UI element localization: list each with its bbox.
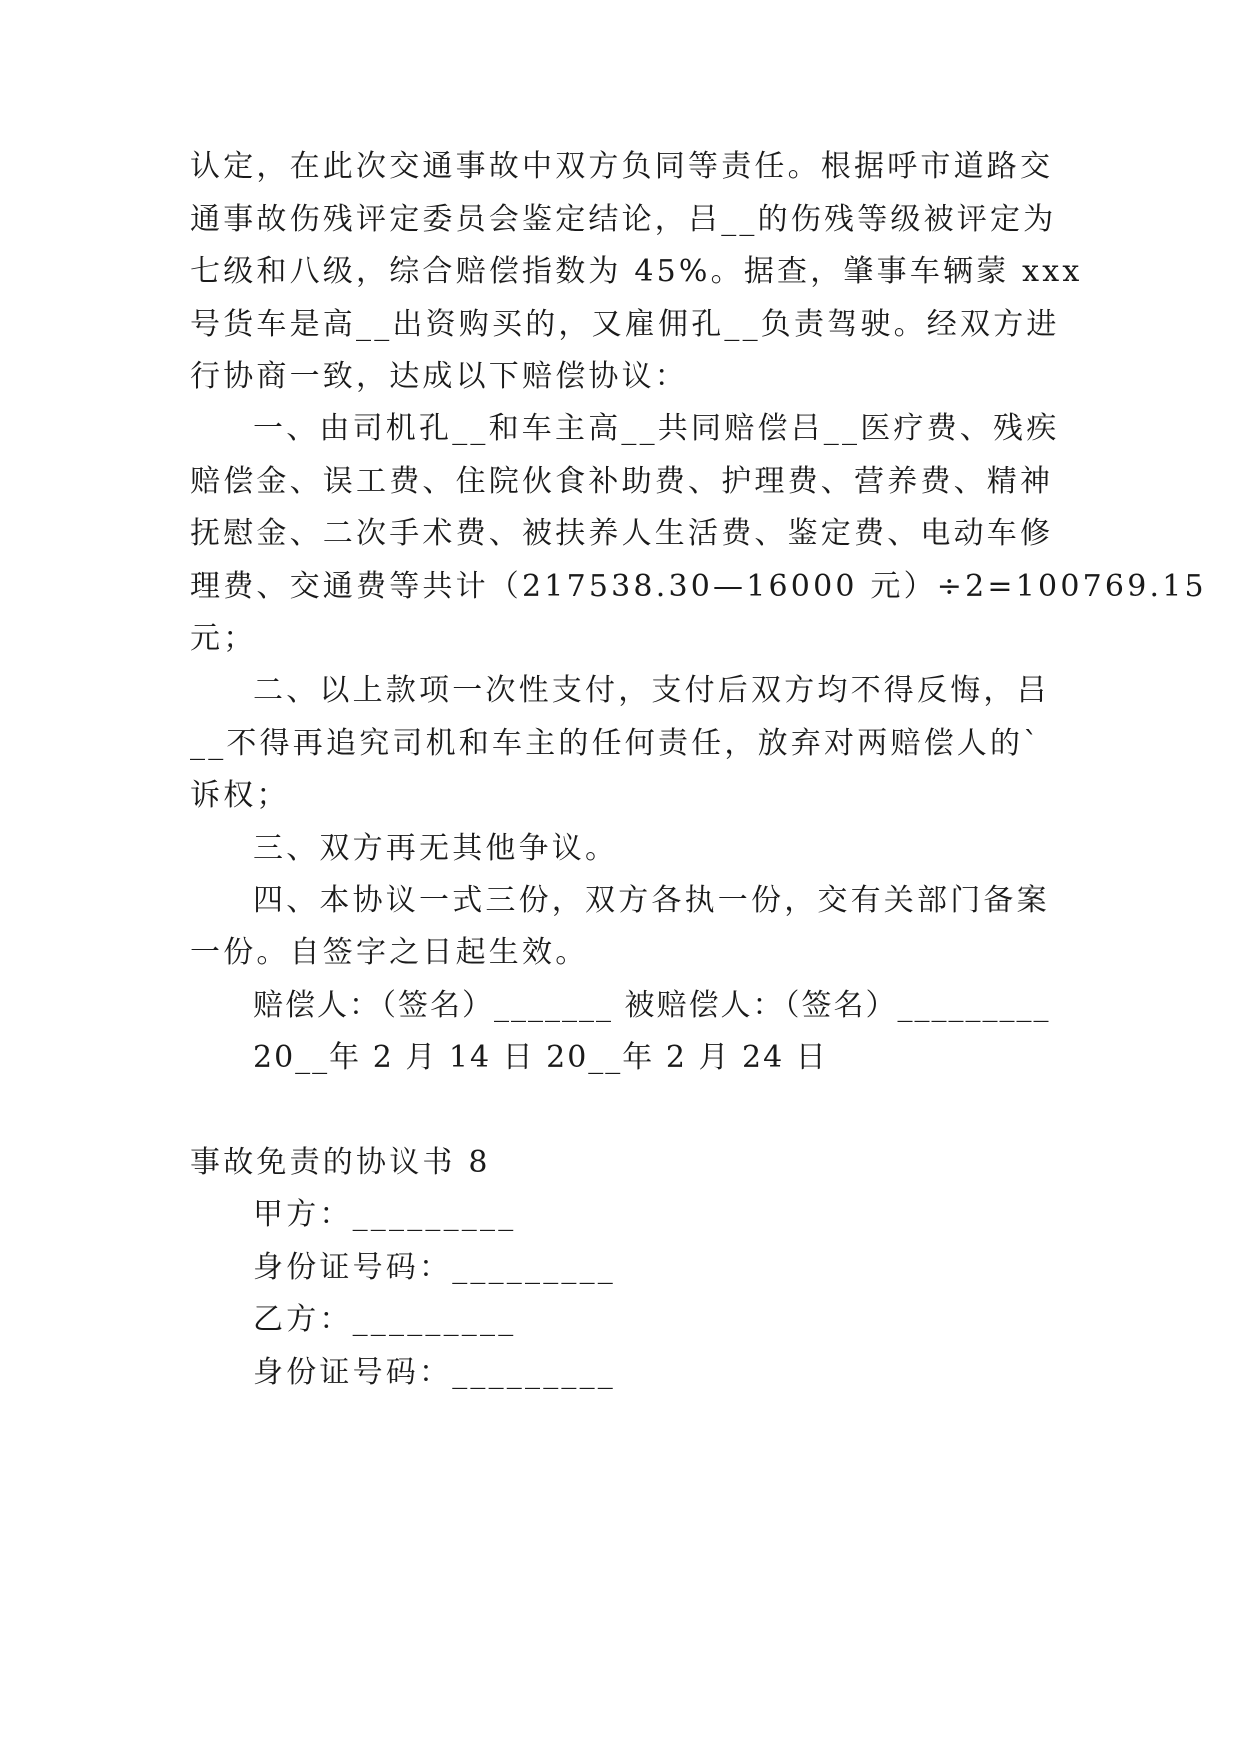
clause-one-line: 抚慰金、二次手术费、被扶养人生活费、鉴定费、电动车修 <box>190 516 1054 551</box>
section-title: 事故免责的协议书 8 <box>190 1145 491 1180</box>
clause-four-line: 四、本协议一式三份，双方各执一份，交有关部门备案 <box>253 883 1050 918</box>
clause-two-line: 二、以上款项一次性支付，支付后双方均不得反悔，吕 <box>253 673 1050 708</box>
paragraph-line: 认定，在此次交通事故中双方负同等责任。根据呼市道路交 <box>190 149 1054 184</box>
clause-four-line: 一份。自签字之日起生效。 <box>190 935 589 970</box>
clause-one-line: 理费、交通费等共计（217538.30—16000 元）÷2=100769.15 <box>190 569 1207 604</box>
clause-two-line: __不得再追究司机和车主的任何责任，放弃对两赔偿人的` <box>190 726 1042 761</box>
clause-one-line: 元； <box>190 621 257 656</box>
clause-three-line: 三、双方再无其他争议。 <box>253 831 619 866</box>
paragraph-line: 行协商一致，达成以下赔偿协议： <box>190 359 688 394</box>
clause-two-line: 诉权； <box>190 778 290 813</box>
party-a-id-field: 身份证号码：_________ <box>253 1250 616 1285</box>
paragraph-line: 号货车是高__出资购买的，又雇佣孔__负责驾驶。经双方进 <box>190 307 1060 342</box>
clause-one-line: 赔偿金、误工费、住院伙食补助费、护理费、营养费、精神 <box>190 464 1054 499</box>
date-line: 20__年 2 月 14 日 20__年 2 月 24 日 <box>253 1040 828 1075</box>
party-b-field: 乙方：_________ <box>253 1302 517 1337</box>
paragraph-line: 七级和八级，综合赔偿指数为 45%。据查，肇事车辆蒙 xxx <box>190 254 1083 289</box>
clause-one-line: 一、由司机孔__和车主高__共同赔偿吕__医疗费、残疾 <box>253 411 1060 446</box>
party-b-id-field: 身份证号码：_________ <box>253 1355 616 1390</box>
party-a-field: 甲方：_________ <box>253 1197 517 1232</box>
signature-line: 赔偿人：（签名）_______ 被赔偿人：（签名）_________ <box>253 988 1051 1023</box>
paragraph-line: 通事故伤残评定委员会鉴定结论，吕__的伤残等级被评定为 <box>190 202 1057 237</box>
